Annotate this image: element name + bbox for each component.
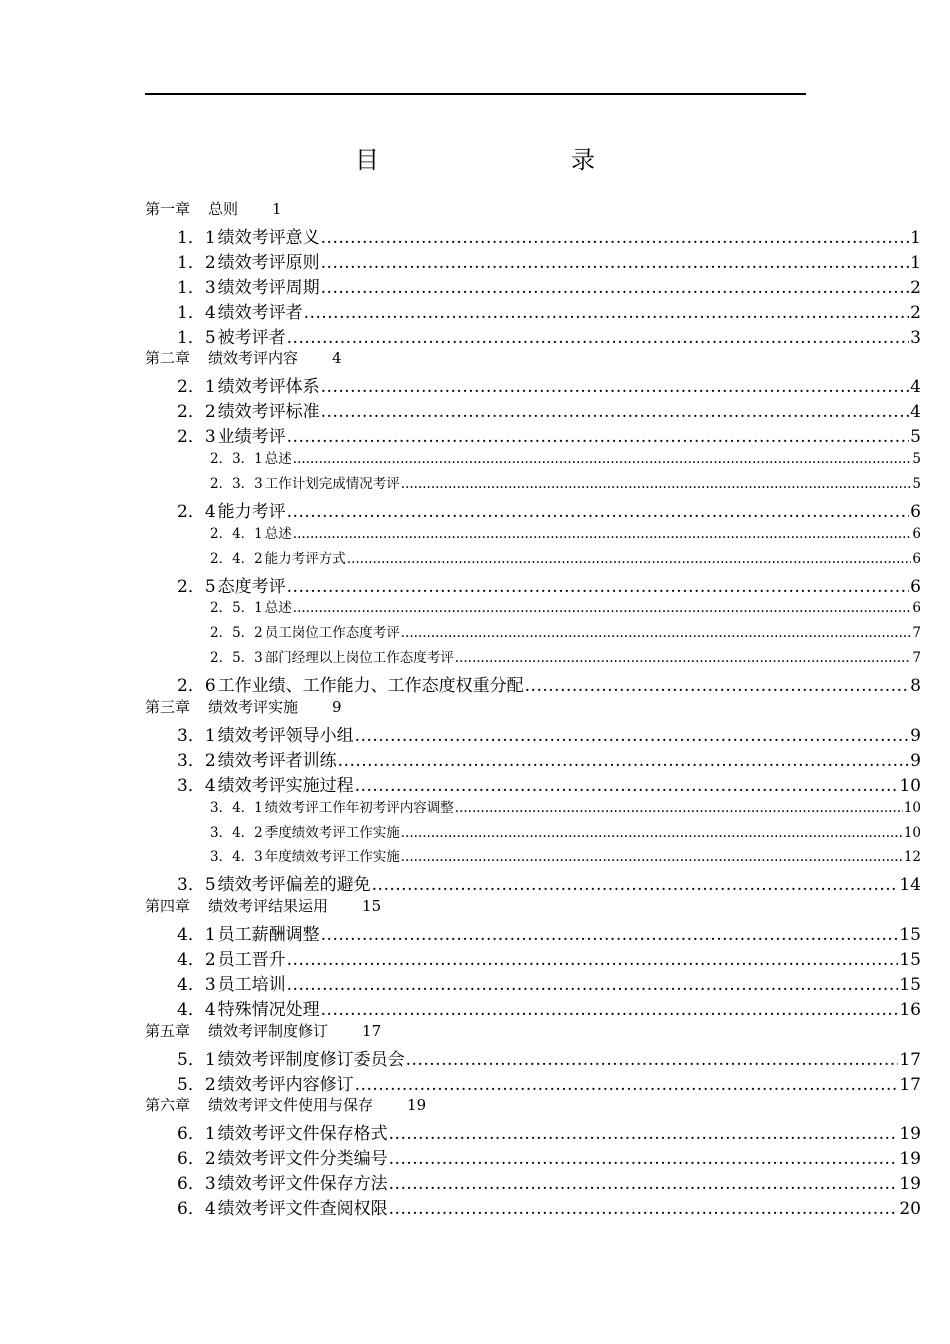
toc-entry-number: 2．6 bbox=[177, 676, 216, 697]
toc-dot-leader bbox=[406, 1050, 899, 1070]
toc-entry-page: 7 bbox=[912, 650, 921, 667]
toc-entry-page: 3 bbox=[910, 327, 921, 348]
toc-entry-page: 8 bbox=[910, 676, 921, 697]
toc-entry-label: 总述 bbox=[264, 451, 292, 467]
toc-entry[interactable] bbox=[177, 1119, 921, 1144]
toc-dot-leader bbox=[287, 427, 910, 447]
toc-entry-page: 5 bbox=[910, 427, 921, 448]
toc-entry[interactable] bbox=[210, 596, 921, 616]
toc-entry-number: 3．4 bbox=[177, 775, 216, 796]
toc-entry-number: 第六章 bbox=[145, 1096, 191, 1115]
toc-entry[interactable] bbox=[177, 671, 921, 696]
toc-entry-number: 3．5 bbox=[177, 875, 216, 896]
toc-entry-label: 绩效考评文件分类编号 bbox=[217, 1149, 388, 1170]
toc-entry-page: 9 bbox=[910, 725, 921, 746]
toc-entry-label: 绩效考评周期 bbox=[217, 277, 320, 298]
toc-entry[interactable] bbox=[210, 646, 921, 666]
toc-entry-label: 绩效考评原则 bbox=[217, 252, 320, 273]
toc-entry-label: 被考评者 bbox=[217, 327, 286, 348]
toc-entry[interactable] bbox=[177, 397, 921, 422]
toc-entry-number: 3．2 bbox=[177, 750, 216, 771]
toc-entry-label: 绩效考评内容修订 bbox=[217, 1074, 354, 1095]
toc-entry-page: 19 bbox=[899, 1174, 921, 1195]
toc-dot-leader bbox=[287, 950, 899, 970]
toc-entry[interactable] bbox=[210, 472, 921, 492]
toc-entry-page: 6 bbox=[910, 576, 921, 597]
toc-entry[interactable] bbox=[177, 746, 921, 771]
toc-entry[interactable] bbox=[177, 248, 921, 273]
toc-dot-leader bbox=[389, 1199, 899, 1219]
toc-entry-page: 1 bbox=[272, 200, 282, 218]
toc-dot-leader bbox=[304, 303, 910, 323]
toc-entry-label: 年度绩效考评工作实施 bbox=[264, 849, 400, 866]
toc-dot-leader bbox=[455, 800, 903, 816]
toc-entry-page: 15 bbox=[899, 925, 921, 946]
toc-entry-label: 员工薪酬调整 bbox=[217, 925, 320, 946]
toc-entry-number: 2．3 bbox=[177, 427, 216, 448]
toc-entry-number: 4．1 bbox=[177, 925, 216, 946]
toc-entry-page: 15 bbox=[362, 897, 382, 916]
toc-entry-number: 3．4．3 bbox=[210, 849, 263, 866]
toc-entry-label: 绩效考评实施过程 bbox=[217, 775, 354, 796]
toc-entry-page: 6 bbox=[912, 600, 921, 617]
toc-dot-leader bbox=[389, 1149, 899, 1169]
toc-dot-leader bbox=[293, 451, 912, 467]
toc-entry-number: 2．5．1 bbox=[210, 600, 263, 617]
toc-entry[interactable] bbox=[177, 323, 921, 348]
toc-dot-leader bbox=[355, 776, 899, 796]
toc-entry-page: 10 bbox=[899, 775, 921, 796]
toc-entry-page: 14 bbox=[899, 875, 921, 896]
toc-entry[interactable] bbox=[210, 547, 921, 567]
toc-entry-page: 9 bbox=[332, 698, 342, 716]
toc-entry-page: 10 bbox=[903, 824, 921, 841]
toc-entry-label: 员工晋升 bbox=[217, 950, 286, 970]
header-rule bbox=[145, 93, 806, 95]
toc-dot-leader bbox=[525, 676, 910, 696]
toc-entry[interactable] bbox=[210, 821, 921, 841]
toc-entry-number: 第四章 bbox=[145, 897, 191, 916]
toc-title: 目 录 bbox=[355, 146, 643, 174]
toc-entry-page: 6 bbox=[910, 501, 921, 522]
toc-entry-page: 15 bbox=[899, 950, 921, 970]
toc-entry-number: 6．3 bbox=[177, 1174, 216, 1195]
toc-entry-number: 1．4 bbox=[177, 302, 216, 323]
toc-entry-label: 工作业绩、工作能力、工作态度权重分配 bbox=[217, 676, 524, 697]
toc-entry[interactable] bbox=[177, 273, 921, 298]
toc-entry-page: 19 bbox=[407, 1096, 427, 1115]
toc-entry[interactable] bbox=[210, 845, 921, 865]
toc-dot-leader bbox=[347, 551, 912, 567]
toc-entry-number: 1．5 bbox=[177, 327, 216, 348]
toc-entry-page: 7 bbox=[912, 625, 921, 642]
toc-entry-label: 业绩考评 bbox=[217, 427, 286, 448]
toc-entry-label: 总则 bbox=[208, 200, 239, 218]
toc-entry[interactable] bbox=[177, 223, 921, 248]
toc-entry-label: 部门经理以上岗位工作态度考评 bbox=[264, 650, 454, 667]
toc-entry-label: 绩效考评文件保存格式 bbox=[217, 1124, 388, 1145]
toc-entry[interactable] bbox=[177, 721, 921, 746]
toc-dot-leader bbox=[401, 625, 912, 641]
toc-entry-number: 1．1 bbox=[177, 227, 216, 248]
toc-entry[interactable] bbox=[177, 995, 921, 1020]
toc-entry[interactable] bbox=[177, 1169, 921, 1194]
toc-entry-label: 员工培训 bbox=[217, 974, 286, 995]
toc-entry-label: 绩效考评领导小组 bbox=[217, 725, 354, 746]
toc-dot-leader bbox=[401, 476, 912, 492]
toc-entry-page: 16 bbox=[899, 999, 921, 1020]
toc-entry-page: 4 bbox=[910, 402, 921, 423]
toc-dot-leader bbox=[321, 253, 910, 273]
toc-chapter-entry[interactable] bbox=[145, 347, 342, 368]
toc-entry-number: 3．1 bbox=[177, 725, 216, 746]
toc-entry[interactable] bbox=[210, 447, 921, 467]
toc-entry-page: 6 bbox=[912, 550, 921, 567]
toc-entry-page: 4 bbox=[910, 377, 921, 398]
toc-entry-label: 绩效考评文件保存方法 bbox=[217, 1174, 388, 1195]
toc-entry-page: 9 bbox=[910, 750, 921, 771]
toc-entry-number: 第一章 bbox=[145, 200, 191, 218]
toc-entry-label: 绩效考评标准 bbox=[217, 402, 320, 423]
toc-entry-number: 2．4．1 bbox=[210, 525, 263, 542]
toc-entry-number: 2．5 bbox=[177, 576, 216, 597]
toc-dot-leader bbox=[287, 328, 910, 348]
toc-entry[interactable] bbox=[177, 920, 921, 945]
toc-entry-label: 绩效考评制度修订 bbox=[208, 1021, 329, 1040]
toc-entry-number: 第三章 bbox=[145, 698, 191, 716]
toc-chapter-entry[interactable] bbox=[145, 1094, 426, 1115]
toc-dot-leader bbox=[355, 1075, 899, 1095]
toc-dot-leader bbox=[355, 726, 910, 746]
toc-dot-leader bbox=[338, 751, 910, 771]
toc-entry-label: 绩效考评工作年初考评内容调整 bbox=[264, 799, 454, 816]
toc-entry-page: 15 bbox=[899, 974, 921, 995]
toc-entry-label: 总述 bbox=[264, 525, 292, 542]
toc-entry-page: 1 bbox=[910, 252, 921, 273]
toc-entry-page: 4 bbox=[332, 349, 342, 368]
toc-entry[interactable] bbox=[177, 1045, 921, 1070]
toc-entry-number: 4．2 bbox=[177, 950, 216, 970]
toc-entry-number: 2．4．2 bbox=[210, 550, 263, 567]
toc-entry-page: 19 bbox=[899, 1149, 921, 1170]
toc-entry[interactable] bbox=[177, 422, 921, 447]
toc-entry[interactable] bbox=[177, 970, 921, 995]
toc-entry-page: 17 bbox=[899, 1049, 921, 1070]
toc-entry-label: 绩效考评偏差的避免 bbox=[217, 875, 371, 896]
toc-entry[interactable] bbox=[177, 771, 921, 796]
toc-entry[interactable] bbox=[177, 572, 921, 597]
toc-entry-number: 第五章 bbox=[145, 1021, 191, 1040]
toc-entry-number: 3．4．2 bbox=[210, 824, 263, 841]
toc-entry[interactable] bbox=[177, 1144, 921, 1169]
toc-dot-leader bbox=[287, 975, 899, 995]
toc-entry-number: 5．2 bbox=[177, 1074, 216, 1095]
toc-entry-page: 12 bbox=[903, 849, 921, 866]
toc-entry-number: 2．2 bbox=[177, 402, 216, 423]
toc-entry-page: 17 bbox=[362, 1021, 382, 1040]
toc-dot-leader bbox=[287, 502, 910, 522]
toc-entry-number: 6．2 bbox=[177, 1149, 216, 1170]
toc-entry-page: 5 bbox=[912, 475, 921, 492]
toc-dot-leader bbox=[401, 825, 903, 841]
toc-dot-leader bbox=[321, 278, 910, 298]
toc-entry-label: 绩效考评者 bbox=[217, 302, 303, 323]
toc-entry-number: 6．4 bbox=[177, 1199, 216, 1219]
toc-entry-label: 特殊情况处理 bbox=[217, 999, 320, 1020]
toc-chapter-entry[interactable] bbox=[145, 696, 342, 717]
toc-entry-number: 2．5．3 bbox=[210, 650, 263, 667]
toc-entry-page: 1 bbox=[910, 227, 921, 248]
toc-entry[interactable] bbox=[177, 945, 921, 970]
toc-entry-number: 5．1 bbox=[177, 1049, 216, 1070]
toc-entry-label: 绩效考评意义 bbox=[217, 227, 320, 248]
toc-chapter-entry[interactable] bbox=[145, 895, 381, 916]
toc-entry[interactable] bbox=[177, 1194, 921, 1219]
toc-dot-leader bbox=[321, 1000, 899, 1020]
toc-entry-number: 2．3．1 bbox=[210, 451, 263, 467]
toc-entry-page: 19 bbox=[899, 1124, 921, 1145]
toc-entry[interactable] bbox=[210, 621, 921, 641]
toc-entry-label: 能力考评方式 bbox=[264, 550, 346, 567]
toc-dot-leader bbox=[321, 402, 910, 422]
toc-entry[interactable] bbox=[177, 372, 921, 397]
toc-entry-number: 2．1 bbox=[177, 377, 216, 398]
toc-dot-leader bbox=[389, 1174, 899, 1194]
toc-dot-leader bbox=[321, 377, 910, 397]
toc-entry-label: 工作计划完成情况考评 bbox=[264, 475, 400, 492]
toc-entry-label: 绩效考评实施 bbox=[208, 698, 299, 716]
toc-entry-number: 2．5．2 bbox=[210, 625, 263, 642]
toc-entry-number: 3．4．1 bbox=[210, 799, 263, 816]
toc-dot-leader bbox=[389, 1124, 899, 1144]
toc-dot-leader bbox=[321, 228, 910, 248]
toc-entry-page: 2 bbox=[910, 302, 921, 323]
toc-entry-number: 4．3 bbox=[177, 974, 216, 995]
toc-entry-label: 绩效考评内容 bbox=[208, 349, 299, 368]
toc-chapter-entry[interactable] bbox=[145, 198, 282, 219]
toc-entry-page: 2 bbox=[910, 277, 921, 298]
toc-entry-label: 绩效考评者训练 bbox=[217, 750, 337, 771]
toc-entry[interactable] bbox=[177, 497, 921, 522]
toc-entry[interactable] bbox=[177, 1070, 921, 1095]
toc-entry[interactable] bbox=[210, 522, 921, 542]
toc-entry-page: 17 bbox=[899, 1074, 921, 1095]
toc-dot-leader bbox=[293, 526, 912, 542]
toc-entry[interactable] bbox=[210, 796, 921, 816]
toc-entry-label: 态度考评 bbox=[217, 576, 286, 597]
toc-dot-leader bbox=[372, 875, 899, 895]
toc-entry-page: 5 bbox=[912, 451, 921, 467]
toc-dot-leader bbox=[455, 650, 912, 666]
toc-entry-page: 10 bbox=[903, 799, 921, 816]
toc-entry-label: 总述 bbox=[264, 600, 292, 617]
toc-entry-number: 2．3．3 bbox=[210, 475, 263, 492]
toc-entry-label: 季度绩效考评工作实施 bbox=[264, 824, 400, 841]
toc-entry-number: 6．1 bbox=[177, 1124, 216, 1145]
toc-entry-page: 6 bbox=[912, 525, 921, 542]
toc-entry-number: 4．4 bbox=[177, 999, 216, 1020]
toc-entry[interactable] bbox=[177, 298, 921, 323]
toc-dot-leader bbox=[321, 925, 899, 945]
toc-entry-label: 员工岗位工作态度考评 bbox=[264, 625, 400, 642]
toc-entry-label: 绩效考评结果运用 bbox=[208, 897, 329, 916]
toc-entry-label: 绩效考评体系 bbox=[217, 377, 320, 398]
toc-entry-number: 1．2 bbox=[177, 252, 216, 273]
toc-entry-label: 绩效考评文件使用与保存 bbox=[208, 1096, 374, 1115]
toc-entry[interactable] bbox=[177, 870, 921, 895]
toc-entry-number: 第二章 bbox=[145, 349, 191, 368]
toc-entry-number: 2．4 bbox=[177, 501, 216, 522]
toc-entry-page: 20 bbox=[899, 1199, 921, 1219]
toc-entry-number: 1．3 bbox=[177, 277, 216, 298]
toc-entry-label: 绩效考评文件查阅权限 bbox=[217, 1199, 388, 1219]
toc-dot-leader bbox=[293, 600, 912, 616]
toc-dot-leader bbox=[401, 849, 903, 865]
toc-entry-label: 能力考评 bbox=[217, 501, 286, 522]
toc-entry-label: 绩效考评制度修订委员会 bbox=[217, 1049, 405, 1070]
toc-chapter-entry[interactable] bbox=[145, 1020, 381, 1041]
toc-dot-leader bbox=[287, 577, 910, 597]
